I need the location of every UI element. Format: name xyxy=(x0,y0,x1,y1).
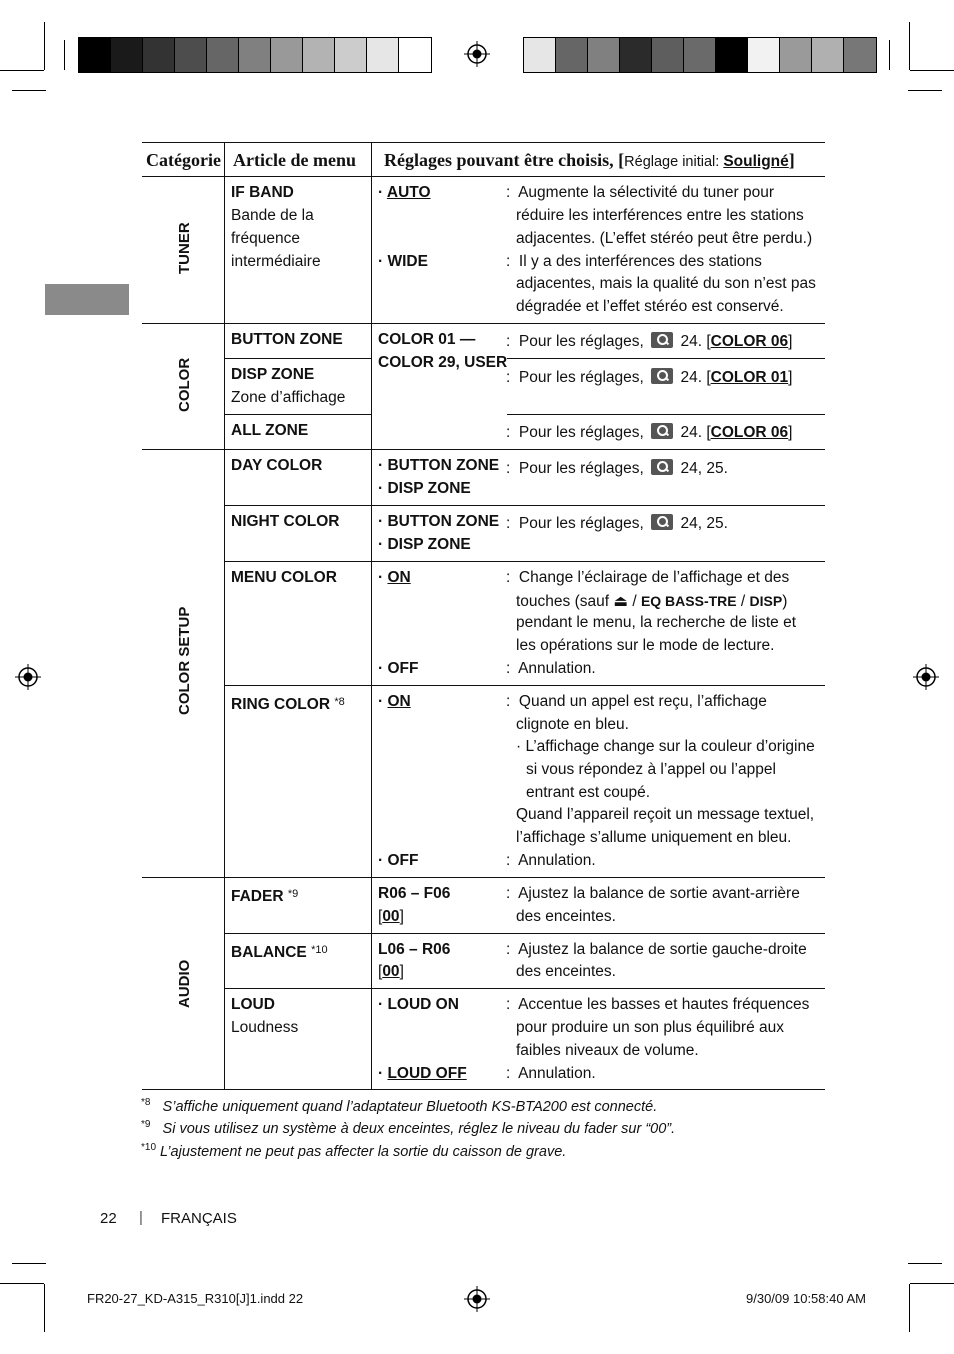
option-desc: l’affichage s’allume uniquement en bleu. xyxy=(516,829,792,846)
color-bar-left xyxy=(78,37,432,73)
header-menu-item: Article de menu xyxy=(233,150,356,170)
option-button-zone: · BUTTON ZONE xyxy=(378,513,500,530)
option-desc: : Augmente la sélectivité du tuner pour xyxy=(506,184,774,201)
option-desc: dégradée et l’effet stéréo est conservé. xyxy=(516,298,784,315)
option-desc: : Pour les réglages, 24. [COLOR 06] xyxy=(506,333,793,350)
option-desc: : Il y a des interférences des stations xyxy=(506,253,762,270)
registration-mark-icon xyxy=(913,664,939,690)
option-disp-zone: · DISP ZONE xyxy=(378,536,471,553)
item-all-zone: ALL ZONE xyxy=(231,422,309,439)
item-desc: Zone d’affichage xyxy=(231,389,346,406)
item-night-color: NIGHT COLOR xyxy=(231,513,340,530)
option-desc: réduire les interférences entre les stations xyxy=(516,207,804,224)
option-desc: adjacentes, mais la qualité du son n’est pas xyxy=(516,275,816,292)
option-desc: des enceintes. xyxy=(516,963,616,980)
footnote: $^{*10}$ L’ajustement ne peut pas affecter la sortie du caisson de grave. xyxy=(141,1142,567,1160)
item-desc: Bande de la xyxy=(231,207,314,224)
footnote: $^{*8}$ S’affiche uniquement quand l’adaptateur Bluetooth KS-BTA200 est connecté. xyxy=(141,1097,658,1115)
option-default: [00] xyxy=(378,908,404,925)
option-desc: entrant est coupé. xyxy=(526,784,651,801)
option-desc: : Annulation. xyxy=(506,852,596,869)
option-desc: : Annulation. xyxy=(506,1065,596,1082)
footer-separator: | xyxy=(139,1209,143,1226)
option-desc: · L’affichage change sur la couleur d’origine xyxy=(516,738,815,755)
eject-icon: ⏏ xyxy=(613,593,629,610)
option-desc: adjacentes. (L’effet stéréo peut être perdu.) xyxy=(516,230,813,247)
option-off: · OFF xyxy=(378,852,419,869)
option-off: · OFF xyxy=(378,660,419,677)
reference-icon xyxy=(651,423,673,439)
category-color: COLOR xyxy=(176,357,193,412)
option-desc: : Quand un appel est reçu, l’affichage xyxy=(506,693,767,710)
option-desc: : Ajustez la balance de sortie gauche-droite xyxy=(506,941,807,958)
reference-icon xyxy=(651,332,673,348)
option-range: L06 – R06 xyxy=(378,941,451,958)
category-audio: AUDIO xyxy=(176,959,193,1008)
registration-mark-icon xyxy=(464,41,490,67)
category-tuner: TUNER xyxy=(176,222,193,274)
option-desc: pendant le menu, la recherche de liste et xyxy=(516,614,797,631)
option-desc: : Pour les réglages, 24. [COLOR 01] xyxy=(506,369,793,386)
registration-mark-icon xyxy=(15,664,41,690)
item-button-zone: BUTTON ZONE xyxy=(231,331,343,348)
chapter-tab xyxy=(45,284,129,315)
option-desc: des enceintes. xyxy=(516,908,616,925)
option-desc: : Pour les réglages, 24, 25. xyxy=(506,460,728,477)
option-on: · ON xyxy=(378,693,411,710)
category-color-setup: COLOR SETUP xyxy=(176,606,193,715)
item-desc: intermédiaire xyxy=(231,253,321,270)
item-desc: fréquence xyxy=(231,230,300,247)
reference-icon xyxy=(651,514,673,530)
option-desc: les opérations sur le mode de lecture. xyxy=(516,637,775,654)
option-default: [00] xyxy=(378,963,404,980)
option-range: R06 – F06 xyxy=(378,885,451,902)
item-loud: LOUD xyxy=(231,996,275,1013)
item-if-band: IF BAND xyxy=(231,184,294,201)
option-desc: si vous répondez à l’appel ou l’appel xyxy=(526,761,776,778)
option-desc: Quand l’appareil reçoit un message textuel, xyxy=(516,806,815,823)
option-loud-on: · LOUD ON xyxy=(378,996,459,1013)
item-ring-color: RING COLOR $^{*8}$ xyxy=(231,696,345,713)
option-desc: pour produire un son plus équilibré aux xyxy=(516,1019,784,1036)
item-day-color: DAY COLOR xyxy=(231,457,323,474)
option-on: · ON xyxy=(378,569,411,586)
header-category: Catégorie xyxy=(146,150,221,170)
option-range: COLOR 29, USER xyxy=(378,354,508,371)
item-balance: BALANCE $^{*10}$ xyxy=(231,944,328,961)
option-desc: : Pour les réglages, 24, 25. xyxy=(506,515,728,532)
option-desc: : Ajustez la balance de sortie avant-arrière xyxy=(506,885,800,902)
footnote: $^{*9}$ Si vous utilisez un système à deux enceintes, réglez le niveau du fader sur “00”. xyxy=(141,1119,676,1137)
reference-icon xyxy=(651,459,673,475)
reference-icon xyxy=(651,368,673,384)
option-desc: : Annulation. xyxy=(506,660,596,677)
option-disp-zone: · DISP ZONE xyxy=(378,480,471,497)
option-desc: : Change l’éclairage de l’affichage et des xyxy=(506,569,790,586)
item-desc: Loudness xyxy=(231,1019,299,1036)
footer-language: FRANÇAIS xyxy=(161,1210,237,1227)
page-number: 22 xyxy=(100,1210,117,1227)
option-range: COLOR 01 — xyxy=(378,331,476,348)
header-settings: Réglages pouvant être choisis, [Réglage initial: Souligné] xyxy=(384,150,795,170)
registration-mark-icon xyxy=(464,1286,490,1312)
item-menu-color: MENU COLOR xyxy=(231,569,337,586)
option-button-zone: · BUTTON ZONE xyxy=(378,457,500,474)
slug-timestamp: 9/30/09 10:58:40 AM xyxy=(746,1291,866,1306)
option-wide: · WIDE xyxy=(378,253,428,270)
option-desc: : Pour les réglages, 24. [COLOR 06] xyxy=(506,424,793,441)
item-fader: FADER $^{*9}$ xyxy=(231,888,299,905)
item-disp-zone: DISP ZONE xyxy=(231,366,315,383)
option-loud-off: · LOUD OFF xyxy=(378,1065,467,1082)
color-bar-right xyxy=(523,37,877,73)
option-auto: · AUTO xyxy=(378,184,431,201)
option-desc: clignote en bleu. xyxy=(516,716,629,733)
option-desc: : Accentue les basses et hautes fréquences xyxy=(506,996,810,1013)
slug-filename: FR20-27_KD-A315_R310[J]1.indd 22 xyxy=(87,1291,304,1306)
option-desc: faibles niveaux de volume. xyxy=(516,1042,699,1059)
option-desc: touches (sauf ⏏ / EQ BASS-TRE / DISP) xyxy=(516,593,788,610)
